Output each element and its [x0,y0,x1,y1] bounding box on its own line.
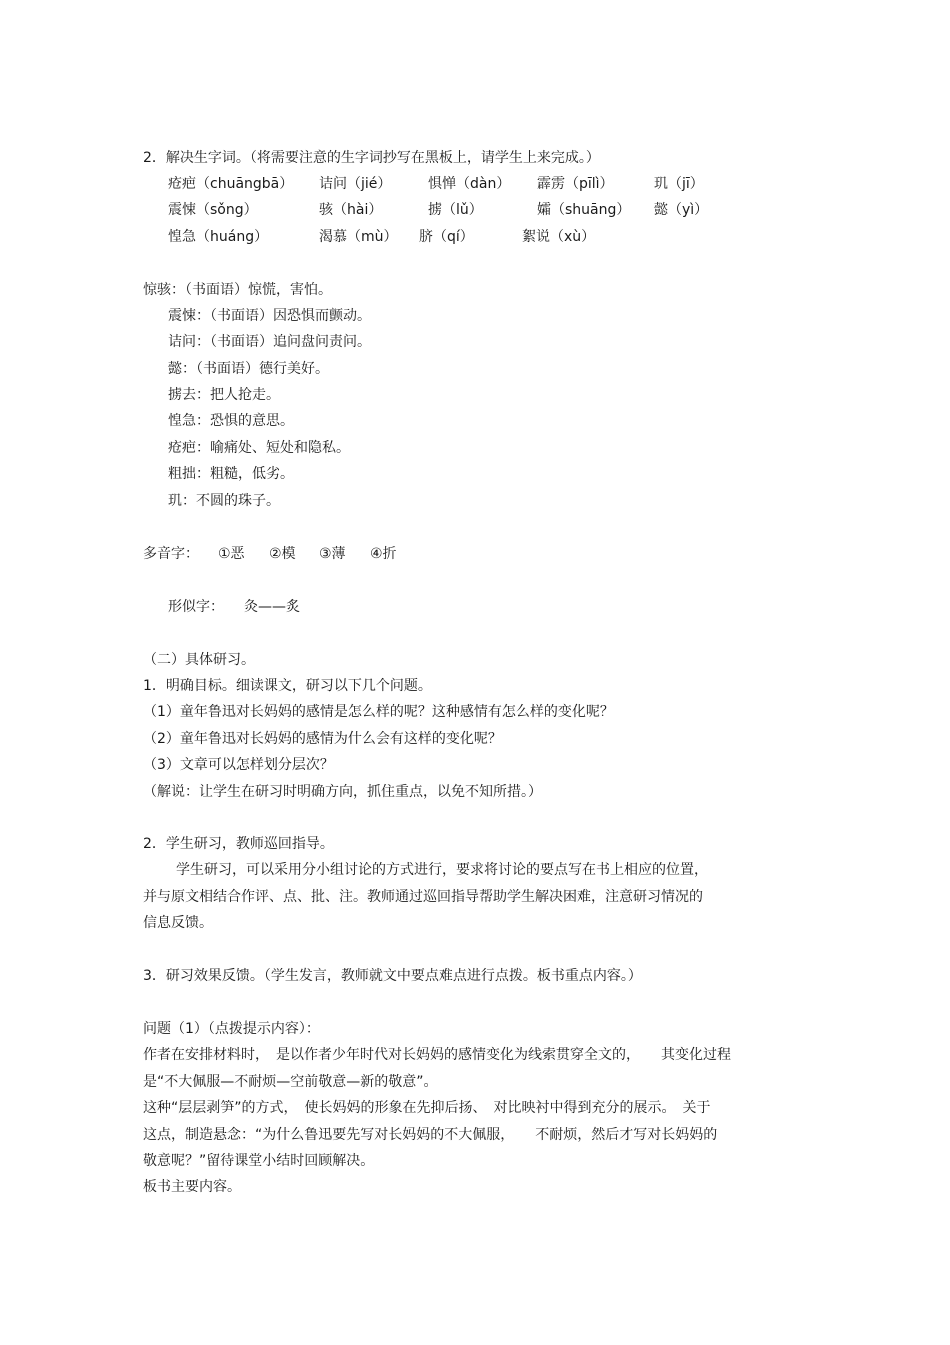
definition: 懿：（书面语）德行美好。 [168,361,329,377]
definition: 惶急：恐惧的意思。 [168,413,294,429]
problem-heading: 问题（1）（点拨提示内容）： [143,1021,320,1037]
section-heading: 2．解决生字词。（将需要注意的生字词抄写在黑板上，请学生上来完成。） [143,150,600,166]
similar-char-value: 灸——炙 [244,599,300,615]
vocab-item: 脐（qí） [419,229,474,245]
vocab-item: 诘问（jié） [319,176,392,192]
research-item-3: 3．研习效果反馈。（学生发言，教师就文中要点难点进行点拨。板书重点内容。） [143,968,642,984]
polyphone-row [143,544,543,564]
paragraph-line: 这种“层层剥笋”的方式， 使长妈妈的形象在先抑后扬、 对比映衬中得到充分的展示。 关于 [143,1100,711,1116]
question-2: （2）童年鲁迅对长妈妈的感情为什么会有这样的变化呢？ [143,731,502,747]
paragraph-line: 是“不大佩服—不耐烦—空前敬意—新的敬意”。 [143,1074,438,1090]
research-heading: （二）具体研习。 [143,652,255,668]
definition: 震悚：（书面语）因恐惧而颤动。 [168,308,371,324]
question-1: （1）童年鲁迅对长妈妈的感情是怎么样的呢？这种感情有怎么样的变化呢？ [143,704,614,720]
paragraph-line: 信息反馈。 [143,915,213,931]
paragraph-line: 敬意呢？”留待课堂小结时回顾解决。 [143,1153,375,1169]
definition: 疮疤：喻痛处、短处和隐私。 [168,440,350,456]
paragraph-line: 板书主要内容。 [143,1179,241,1195]
paragraph-line: 并与原文相结合作评、点、批、注。教师通过巡回指导帮助学生解决困难，注意研习情况的 [143,889,703,905]
polyphone-item: ④折 [370,546,397,562]
vocab-item: 絮说（xù） [522,229,596,245]
definition: 掳去：把人抢走。 [168,387,280,403]
research-item-2: 2．学生研习，教师巡回指导。 [143,836,334,852]
vocab-item: 惧惮（dàn） [428,176,511,192]
similar-char-label: 形似字： [168,599,224,615]
vocab-item: 孀（shuāng） [537,202,631,218]
polyphone-item: ①恶 [218,546,245,562]
question-3: （3）文章可以怎样划分层次？ [143,757,334,773]
definition: 惊骇：（书面语）惊慌，害怕。 [143,282,332,298]
definition: 玑：不圆的珠子。 [168,493,280,509]
vocab-row-1 [168,174,768,194]
polyphone-label: 多音字： [143,546,199,562]
vocab-item: 渴慕（mù） [319,229,398,245]
vocab-row-2 [168,200,768,220]
polyphone-item: ②模 [269,546,296,562]
vocab-item: 掳（lǔ） [428,202,483,218]
vocab-item: 震悚（sǒng） [168,202,258,218]
paragraph-line: 学生研习，可以采用分小组讨论的方式进行，要求将讨论的要点写在书上相应的位置， [176,862,708,878]
research-item-1: 1．明确目标。细读课文，研习以下几个问题。 [143,678,432,694]
vocab-row-3 [168,227,768,247]
explanation-note: （解说：让学生在研习时明确方向，抓住重点，以免不知所措。） [143,784,542,800]
vocab-item: 玑（jī） [654,176,704,192]
similar-char-row [168,597,468,617]
paragraph-line: 这点，制造悬念：“为什么鲁迅要先写对长妈妈的不大佩服， 不耐烦，然后才写对长妈妈的 [143,1127,718,1143]
paragraph-line: 作者在安排材料时， 是以作者少年时代对长妈妈的感情变化为线索贯穿全文的， 其变化过程 [143,1047,731,1063]
vocab-item: 惶急（huáng） [168,229,269,245]
polyphone-item: ③薄 [319,546,346,562]
vocab-item: 骇（hài） [319,202,383,218]
definition: 诘问：（书面语）追问盘问责问。 [168,334,371,350]
definition: 粗拙：粗糙，低劣。 [168,466,294,482]
vocab-item: 疮疤（chuāngbā） [168,176,294,192]
vocab-item: 懿（yì） [654,202,709,218]
vocab-item: 霹雳（pīlì） [537,176,614,192]
